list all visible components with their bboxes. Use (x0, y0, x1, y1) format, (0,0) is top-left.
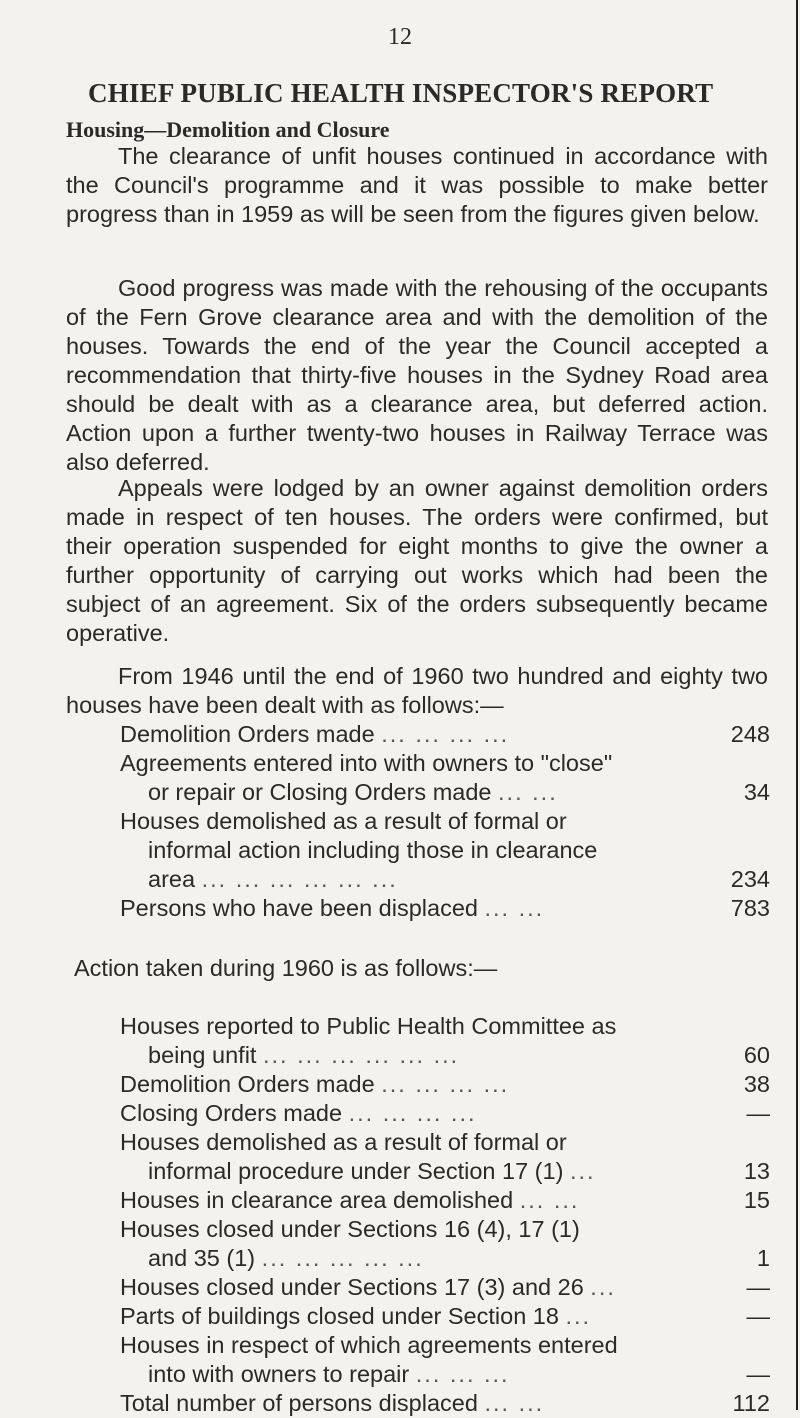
item-value: 60 (743, 1042, 770, 1068)
item-value: 15 (743, 1187, 770, 1213)
paragraph-appeals: Appeals were lodged by an owner against demolition orders made in respect of ten houses. The orders were confirmed, but their operation suspended for eight months to give the owner a further opportunity of carrying out works which had been the subject of an agreement. Six of the orders subsequently became operative. (66, 475, 768, 646)
list-item: Houses in clearance area demolished ... ... 15 (120, 1187, 770, 1213)
list-item: Total number of persons displaced ... ... 112 (120, 1390, 770, 1416)
item-value: 34 (743, 779, 770, 805)
page-edge-line (796, 0, 798, 1410)
list-item: Houses demolished as a result of formal or informal action including those in clearance area ... ... ... ... ... ... 234 (120, 808, 770, 892)
paragraph-action-1960: Action taken during 1960 is as follows:— (74, 955, 498, 981)
item-value: 38 (743, 1071, 770, 1097)
item-value: — (746, 1361, 770, 1387)
summary-1946-list (120, 720, 770, 923)
item-value: 13 (743, 1158, 770, 1184)
item-value: 112 (732, 1390, 770, 1416)
item-value: 234 (730, 866, 770, 892)
paragraph-clearance: The clearance of unfit houses continued in accordance with the Council's programme and it was possible to make better progress than in 1959 as will be seen from the figures given below. (66, 143, 768, 227)
report-title: CHIEF PUBLIC HEALTH INSPECTOR'S REPORT (88, 78, 714, 108)
list-item: Houses in respect of which agreements entered into with owners to repair ... ... ... — (120, 1332, 770, 1387)
paragraph-since-1946: From 1946 until the end of 1960 two hundred and eighty two houses have been dealt with as follows:— (66, 663, 768, 718)
list-item: Closing Orders made ... ... ... ... — (120, 1100, 770, 1126)
item-value: 1 (756, 1245, 770, 1271)
item-value: 783 (730, 895, 770, 921)
list-item: Houses closed under Sections 16 (4), 17 (1) and 35 (1) ... ... ... ... ... 1 (120, 1216, 770, 1271)
item-value: — (746, 1274, 770, 1300)
list-item: Houses demolished as a result of formal or informal procedure under Section 17 (1) ... 13 (120, 1129, 770, 1184)
list-item: Parts of buildings closed under Section 18 ... — (120, 1303, 770, 1329)
list-item: Demolition Orders made ... ... ... ... 248 (120, 721, 770, 747)
list-item: Persons who have been displaced ... ... 783 (120, 895, 770, 921)
item-value: — (746, 1303, 770, 1329)
page-number: 12 (388, 24, 412, 50)
list-item: Houses reported to Public Health Committee as being unfit ... ... ... ... ... ... 60 (120, 1013, 770, 1068)
item-value: — (746, 1100, 770, 1126)
list-item: Demolition Orders made ... ... ... ... 38 (120, 1071, 770, 1097)
paragraph-rehousing: Good progress was made with the rehousing of the occupants of the Fern Grove clearance area and with the demolition of the houses. Towards the end of the year the Council accepted a recommendation that thirty-five houses in the Sydney Road area should be dealt with as a clearance area, but deferred action. Action upon a further twenty-two houses in Railway Terrace was also deferred. (66, 275, 768, 475)
section-heading: Housing—Demolition and Closure (66, 117, 390, 142)
actions-1960-list (120, 1012, 770, 1418)
list-item: Houses closed under Sections 17 (3) and 26 ... — (120, 1274, 770, 1300)
list-item: Agreements entered into with owners to "close" or repair or Closing Orders made ... ... 34 (120, 750, 770, 805)
item-value: 248 (730, 721, 770, 747)
